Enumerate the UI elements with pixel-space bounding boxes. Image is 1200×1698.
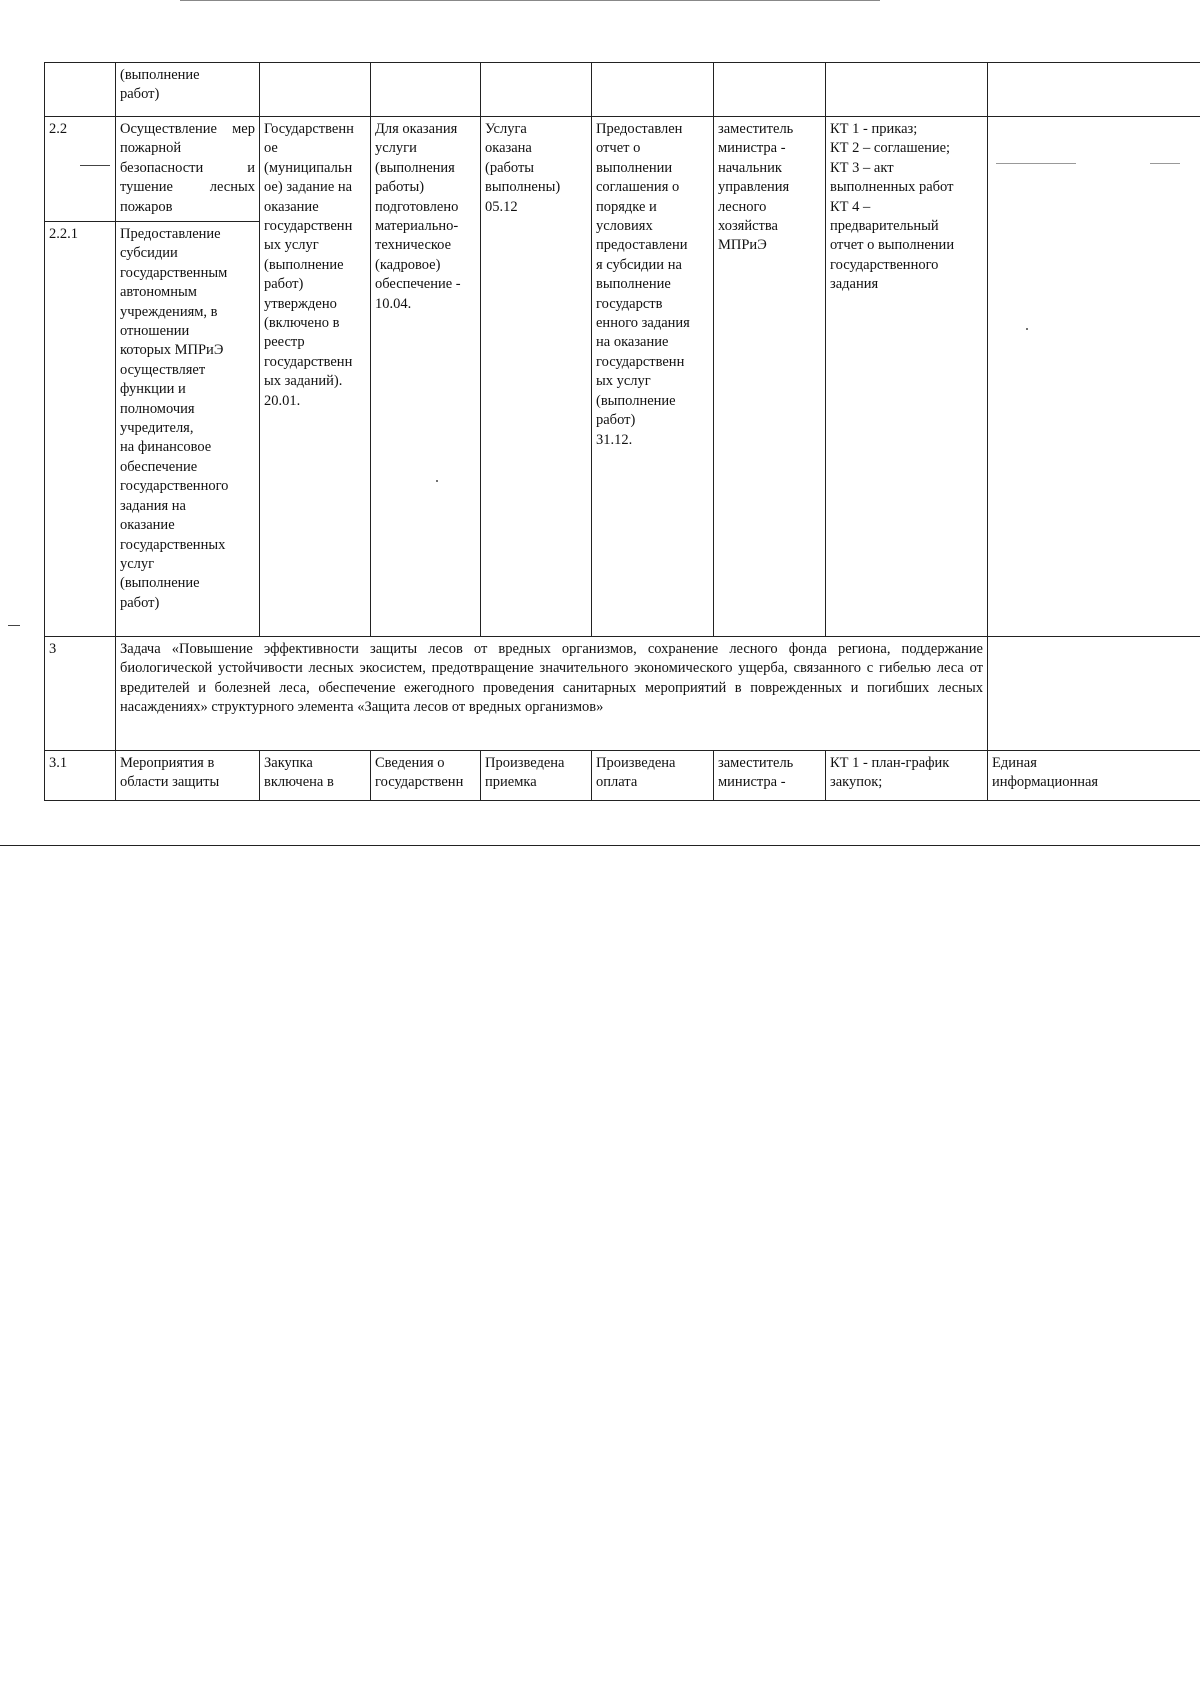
table-row: [45, 637, 1200, 751]
document-type: [826, 63, 988, 117]
scan-mark: [80, 165, 110, 166]
table-row: [45, 117, 1200, 637]
event-name: (выполнение работ): [116, 63, 260, 117]
control-point-1: Закупка включена в: [260, 751, 371, 801]
row-number: 3.1: [45, 751, 116, 801]
document-type: КТ 1 - план-график закупок;: [826, 751, 988, 801]
row-number: 3: [45, 637, 116, 751]
plan-table: [44, 62, 1200, 801]
event-name: [116, 117, 260, 637]
task-description: Задача «Повышение эффективности защиты лесов от вредных организмов, сохранение лесного фонда региона, поддержание биологической устойчивости лесных экосистем, предотвращение значительного экономического ущерба, связанного с гибелью леса от вредителей и болезней леса, обеспечение ежегодного проведения санитарных мероприятий в поврежденных и погибших лесных насаждениях» структурного элемента «Защита лесов от вредных организмов»: [116, 637, 988, 751]
event-name: Мероприятия в области защиты: [116, 751, 260, 801]
control-point-2: [371, 63, 481, 117]
control-point-4: [592, 63, 714, 117]
control-point-4: Произведена оплата: [592, 751, 714, 801]
information-system: [988, 63, 1200, 117]
information-system: Единая информационная: [988, 751, 1200, 801]
event-name-2-2-1: Предоставление субсидии государственным автономным учреждениям, в отношении которых МПРиЭ осуществляет функции и полномочия учредителя, на финансовое обеспечение государственного задания на оказание государственных услуг (выполнение работ): [120, 226, 229, 611]
control-point-4: Предоставлен отчет о выполнении соглашения о порядке и условиях предоставлени я субсидии на выполнение государств енного задания на оказание государственн ых услуг (выполнение работ) 31.12.: [592, 117, 714, 637]
control-point-3: [481, 63, 592, 117]
scan-dot: [436, 480, 438, 482]
information-system: [988, 117, 1200, 637]
page-cut-line: [0, 845, 1200, 846]
table-row: [45, 63, 1200, 117]
table-row: [45, 751, 1200, 801]
control-point-2: Сведения о государственн: [371, 751, 481, 801]
control-point-2: Для оказания услуги (выполнения работы) подготовлено материально- техническое (кадровое) обеспечение - 10.04.: [371, 117, 481, 637]
row-number-2-2-1: 2.2.1: [49, 226, 78, 242]
control-point-3: Произведена приемка: [481, 751, 592, 801]
scan-top-edge: [180, 0, 880, 1]
scan-dot: [1026, 328, 1028, 330]
scan-mark: [996, 163, 1076, 164]
control-point-1: [260, 63, 371, 117]
document-type: КТ 1 - приказ; КТ 2 – соглашение; КТ 3 – акт выполненных работ КТ 4 – предварительный отчет о выполнении государственного задания: [826, 117, 988, 637]
scan-mark: [1150, 163, 1180, 164]
responsible-person: заместитель министра -: [714, 751, 826, 801]
event-name-2-2: Осуществление мер пожарной безопасности и тушение лесных пожаров: [120, 121, 255, 215]
row-number: [45, 63, 116, 117]
row-number-2-2: 2.2: [49, 121, 68, 137]
control-point-3: Услуга оказана (работы выполнены) 05.12: [481, 117, 592, 637]
control-point-1: Государственн ое (муниципальн ое) задание на оказание государственн ых услуг (выполнение работ) утверждено (включено в реестр государственн ых заданий). 20.01.: [260, 117, 371, 637]
responsible-person: [714, 63, 826, 117]
row-number: [45, 117, 116, 637]
information-system: [988, 637, 1200, 751]
responsible-person: заместитель министра - начальник управления лесного хозяйства МПРиЭ: [714, 117, 826, 637]
scan-mark: [8, 625, 20, 626]
